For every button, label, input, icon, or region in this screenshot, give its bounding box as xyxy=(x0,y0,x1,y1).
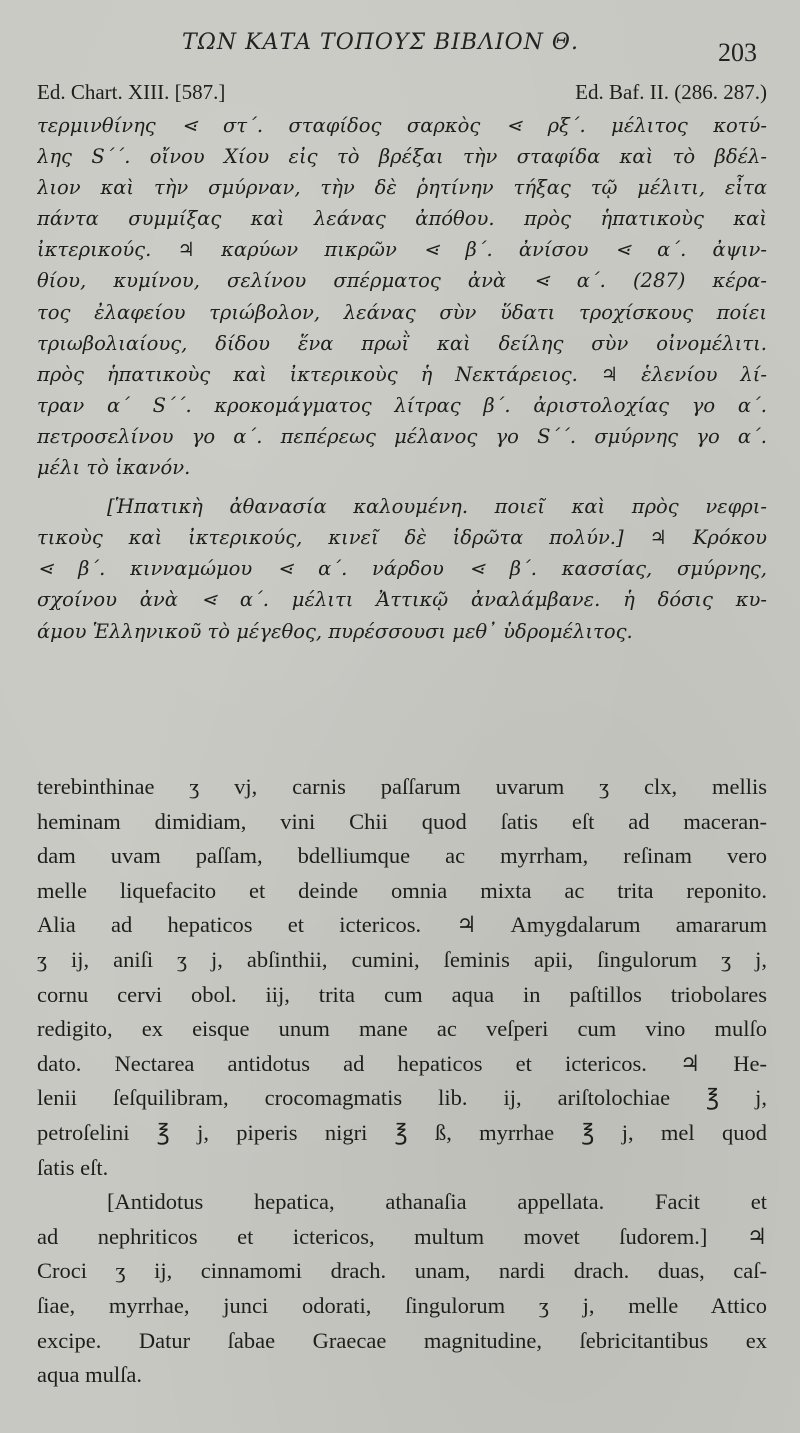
greek-line: ⋖ β΄. κινναμώμου ⋖ α΄. νάρδου ⋖ β΄. κασσίας, σμύρνης, xyxy=(37,557,767,581)
latin-line: Alia ad hepaticos et ictericos. ♃ Amygdalarum amararum xyxy=(37,912,767,938)
greek-line: τριωβολιαίους, δίδου ἕνα πρωῒ καὶ δείλης σὺν οἰνομέλιτι. xyxy=(37,331,767,355)
latin-line: ſatis eſt. xyxy=(37,1154,109,1180)
edition-reference-chartier: Ed. Chart. XIII. [587.] xyxy=(37,80,226,104)
latin-line: dam uvam paſſam, bdelliumque ac myrrham, reſinam vero xyxy=(37,843,767,869)
latin-line: heminam dimidiam, vini Chii quod ſatis eſt ad maceran- xyxy=(37,808,767,834)
latin-line: ſiae, myrrhae, junci odorati, ſingulorum ʒ j, melle Attico xyxy=(37,1292,767,1318)
latin-line: terebinthinae ʒ vj, carnis paſſarum uvarum ʒ clx, mellis xyxy=(37,774,767,799)
greek-line: θίου, κυμίνου, σελίνου σπέρματος ἀνὰ ⋖ α΄. (287) κέρα- xyxy=(37,269,767,293)
greek-line: λης S΄΄. οἴνου Χίου εἰς τὸ βρέξαι τὴν σταφίδα καὶ τὸ βδέλ- xyxy=(37,145,767,169)
greek-line: πρὸς ἡπατικοὺς καὶ ἰκτερικοὺς ἡ Νεκτάρειος. ♃ ἑλενίου λί- xyxy=(37,362,767,386)
latin-line: excipe. Datur ſabae Graecae magnitudine, ſebricitantibus ex xyxy=(37,1327,767,1353)
greek-line: τικοὺς καὶ ἰκτερικούς, κινεῖ δὲ ἱδρῶτα πολύν.] ♃ Κρόκου xyxy=(37,526,767,550)
greek-text-block xyxy=(37,110,767,647)
latin-line: melle liquefacito et deinde omnia mixta ac trita reponito. xyxy=(37,877,767,903)
greek-line: άμου Ἑλληνικοῦ τὸ μέγεθος, πυρέσσουσι μεθ᾽ ὑδρομέλιτος. xyxy=(37,619,633,643)
greek-line: τραν α΄ S΄΄. κροκομάγματος λίτρας β΄. ἀριστολοχίας γο α΄. xyxy=(37,393,767,417)
latin-line: cornu cervi obol. iij, trita cum aqua in paſtillos triobolares xyxy=(37,981,767,1007)
greek-line: τος ἐλαφείου τριώβολον, λεάνας σὺν ὕδατι τροχίσκους ποίει xyxy=(37,300,767,324)
page-number: 203 xyxy=(718,38,757,67)
greek-line: ἰκτερικούς. ♃ καρύων πικρῶν ⋖ β΄. ἀνίσου ⋖ α΄. ἀψιν- xyxy=(37,238,767,262)
latin-line: dato. Nectarea antidotus ad hepaticos et ictericos. ♃ He- xyxy=(37,1050,767,1076)
latin-line: [Antidotus hepatica, athanaſia appellata. Facit et xyxy=(107,1189,767,1215)
greek-line: πετροσελίνου γο α΄. πεπέρεως μέλανος γο S΄΄. σμύρνης γο α΄. xyxy=(37,424,767,448)
greek-line: λιον καὶ τὴν σμύρναν, τὴν δὲ ῥητίνην τήξας τῷ μέλιτι, εἶτα xyxy=(37,176,767,200)
greek-line: μέλι τὸ ἱκανόν. xyxy=(37,456,191,480)
running-title: ΤΩΝ ΚΑΤΑ ΤΟΠΟΥΣ ΒΙΒΛΙΟΝ Θ. xyxy=(182,30,579,55)
latin-line: aqua mulſa. xyxy=(37,1362,142,1388)
edition-reference-basel: Ed. Baf. II. (286. 287.) xyxy=(575,80,767,104)
latin-line: lenii ſeſquilibram, crocomagmatis lib. ij, ariſtolochiae ℥ j, xyxy=(37,1085,767,1111)
latin-line: ʒ ij, aniſi ʒ j, abſinthii, cumini, ſeminis apii, ſingulorum ʒ j, xyxy=(37,946,767,972)
greek-line: τερμινθίνης ⋖ στ΄. σταφίδος σαρκὸς ⋖ ρξ΄. μέλιτος κοτύ- xyxy=(37,114,767,137)
edition-reference-line xyxy=(37,80,767,108)
latin-line: ad nephriticos et ictericos, multum movet ſudorem.] ♃ xyxy=(37,1223,767,1249)
latin-text-block xyxy=(37,770,767,1393)
greek-line: [Ἡπατικὴ ἀθανασία καλουμένη. ποιεῖ καὶ πρὸς νεφρι- xyxy=(107,495,767,519)
latin-line: redigito, ex eisque unum mane ac veſperi cum vino mulſo xyxy=(37,1016,767,1042)
page-header xyxy=(0,30,800,67)
greek-line: σχοίνου ἀνὰ ⋖ α΄. μέλιτι Ἀττικῷ ἀναλάμβανε. ἡ δόσις κυ- xyxy=(37,588,767,612)
latin-line: Croci ʒ ij, cinnamomi drach. unam, nardi drach. duas, caſ- xyxy=(37,1258,767,1284)
latin-line: petroſelini ℥ j, piperis nigri ℥ ß, myrrhae ℥ j, mel quod xyxy=(37,1119,767,1145)
greek-line: πάντα συμμίξας καὶ λεάνας ἀπόθου. πρὸς ἡπατικοὺς καὶ xyxy=(37,207,767,231)
